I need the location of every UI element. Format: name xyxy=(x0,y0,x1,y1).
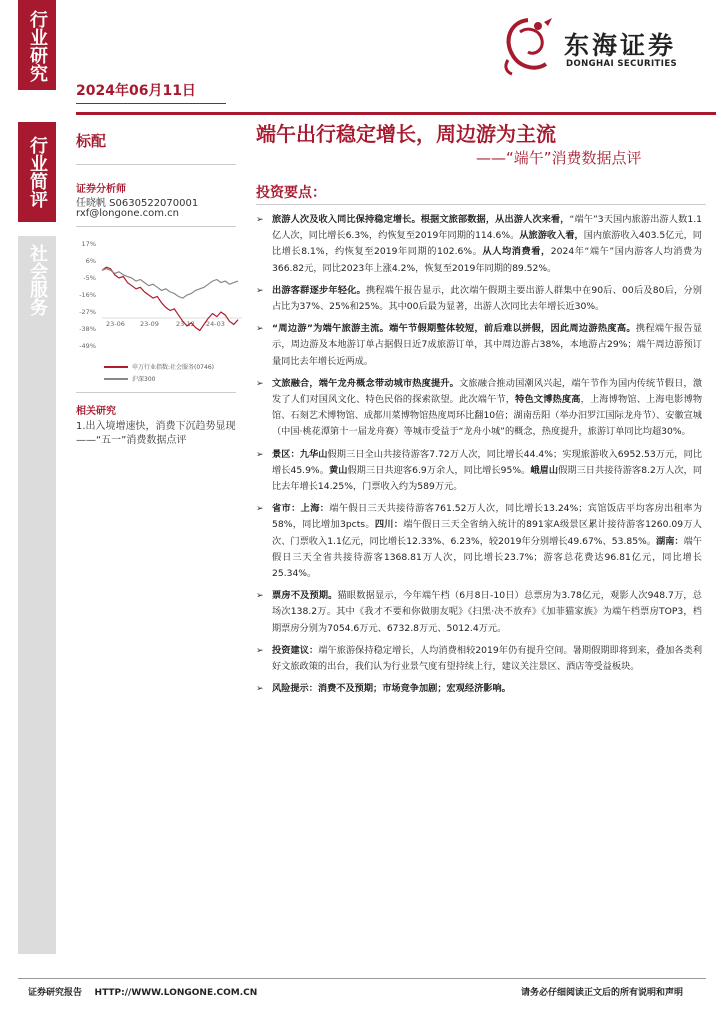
key-point-text: 猫眼数据显示，今年端午档（6月8日-10日）总票房为3.78亿元，观影人次948.7万，总场次138.2万。其中《我才不要和你做朋友呢》《扫黑·决不放弃》《加菲猫家族》为端午档票房TOP3，档期票房分别为7054.6万元、6732.8万元、5012.4万元。 xyxy=(272,590,702,634)
key-point-bold-text: 票房不及预期。 xyxy=(272,590,338,602)
chart-divider xyxy=(76,392,236,393)
bullet-arrow-icon: ➢ xyxy=(256,645,264,656)
key-point-text: 端午旅游保持稳定增长，人均消费相较2019年仍有提升空间。暑期假期即将到来，叠加各类利好文旅政策的出台，我们认为行业景气度有望持续上行，建议关注景区、酒店等受益板块。 xyxy=(272,644,703,673)
key-point-text: 携程端午报告显示，此次端午假期主要出游人群集中在90后、00后及80后，分别占比为37%、25%和25%。其中00后最为显著，出游人次同比去年增长近30%。 xyxy=(272,284,702,313)
key-point-text: 国内旅游收入403.5亿元，同比增长8.1%，约恢复至2019年同期的102.6%。 xyxy=(272,230,702,258)
bullet-arrow-icon: ➢ xyxy=(256,449,264,460)
related-research-item-sub[interactable]: ——“五一”消费数据点评 xyxy=(76,435,187,446)
category-tag-text: 行业研究 xyxy=(27,10,48,82)
category-tag-brief xyxy=(18,122,56,222)
bullet-arrow-icon: ➢ xyxy=(256,215,264,225)
y-tick-label: -49% xyxy=(79,342,96,350)
y-tick-label: -27% xyxy=(79,308,96,316)
legend-label: 申万行业指数:社会服务(0746) xyxy=(132,364,214,371)
footer-disclaimer: 请务必仔细阅读正文后的所有说明和声明 xyxy=(521,988,684,998)
footer-left-text: 证券研究报告 HTTP://WWW.LONGONE.COM.CN xyxy=(28,988,258,998)
category-tag-industry-research xyxy=(18,0,56,90)
key-point-item xyxy=(256,643,702,675)
key-points-divider xyxy=(256,204,706,205)
legend-swatch xyxy=(104,366,128,368)
bullet-arrow-icon: ➢ xyxy=(256,504,264,515)
key-point-bold-text: 峨眉山 xyxy=(530,464,559,476)
key-point-bold-text: 省市：上海： xyxy=(272,503,330,515)
legend-item xyxy=(104,374,214,383)
y-tick-label: -16% xyxy=(79,291,96,299)
report-title: 端午出行稳定增长，周边游为主流 xyxy=(256,122,556,146)
key-point-text: 端午假日三天全省共接待游客1368.81万人次，同比增长23.7%；游客总花费达96.81亿元，同比增长25.34%。 xyxy=(272,535,702,580)
x-tick-label: 24-03 xyxy=(206,320,225,328)
key-point-bold-text: 风险提示：消费不及预期；市场竞争加剧；宏观经济影响。 xyxy=(272,683,511,695)
dragon-logo-icon xyxy=(498,14,558,78)
key-points-heading: 投资要点： xyxy=(256,185,326,201)
sector-sidebar xyxy=(18,236,56,954)
date-underline xyxy=(76,103,226,104)
key-point-item xyxy=(256,447,702,496)
key-point-item xyxy=(256,321,702,370)
analyst-heading: 证券分析师 xyxy=(76,184,126,195)
header-rule xyxy=(76,112,716,115)
key-point-text: 假期三日共接待游客8.2万人次，同比去年增长14.25%，门票收入约为589万元。 xyxy=(272,464,703,493)
rating-divider xyxy=(76,164,236,165)
report-date: 2024年06月11日 xyxy=(76,83,196,99)
key-point-text: ，上海博物馆、上海电影博物馆、石刻艺术博物馆、成都川菜博物馆热度周环比翻10倍；湖南岳阳（举办汨罗江国际龙舟节）、安徽宣城（中国·桃花潭第十一届龙舟赛）等城市受益于“龙舟小城”的概念，热度提升，旅游订单同比均超30%。 xyxy=(272,394,703,438)
key-point-bold-text: 文旅融合，端午龙舟概念带动城市热度提升。 xyxy=(272,377,460,389)
x-tick-label: 23-09 xyxy=(140,320,159,328)
key-point-bold-text: 景区：九华山 xyxy=(272,448,328,460)
y-tick-label: 17% xyxy=(81,240,96,248)
key-point-text: 文旅融合推动国潮风兴起，端午节作为国内传统节假日，激发了人们对国风文化、特色民俗的探索欲望。此次端午节， xyxy=(272,377,703,406)
legend-item xyxy=(104,362,214,371)
report-subtitle: ——“端午”消费数据点评 xyxy=(476,149,642,167)
key-point-item xyxy=(256,376,702,441)
related-research-heading: 相关研究 xyxy=(76,406,116,417)
key-point-item xyxy=(256,588,702,637)
analyst-divider xyxy=(76,226,236,227)
key-point-text: 端午假日三天共接待游客761.52万人次，同比增长13.24%；宾馆饭店平均客房出租率为58%，同比增加3pcts。 xyxy=(272,503,703,531)
bullet-arrow-icon: ➢ xyxy=(256,378,264,389)
bullet-arrow-icon: ➢ xyxy=(256,591,264,602)
company-logo-text: 东海证券 xyxy=(564,31,677,60)
legend-swatch xyxy=(104,378,128,380)
y-tick-label: -5% xyxy=(83,274,96,282)
rating-label: 标配 xyxy=(76,132,107,150)
key-point-text: 假期三日全山共接待游客7.72万人次，同比增长44.4%；实现旅游收入6952.53万元，同比增长45.9%。 xyxy=(272,448,703,476)
x-tick-label: 23-06 xyxy=(106,320,125,328)
key-point-item xyxy=(256,501,702,582)
key-point-item xyxy=(256,283,702,315)
key-point-bold-text: 黄山 xyxy=(328,464,348,476)
key-point-item xyxy=(256,681,702,697)
related-research-item[interactable]: 1.出入境增速快，消费下沉趋势显现 xyxy=(76,421,236,432)
key-point-text: “端午”3天国内旅游出游人数1.1亿人次，同比增长6.3%，约恢复至2019年同期的114.6%。 xyxy=(272,214,703,242)
key-points-list xyxy=(256,212,702,703)
key-point-item xyxy=(256,212,702,277)
x-tick-label: 23-12 xyxy=(176,320,195,328)
key-point-bold-text: 投资建议： xyxy=(272,644,319,656)
key-point-bold-text: 从人均消费看， xyxy=(482,246,551,258)
y-tick-label: -38% xyxy=(79,325,96,333)
company-logo-subtext: DONGHAI SECURITIES xyxy=(566,59,678,69)
key-point-bold-text: 出游客群逐步年轻化。 xyxy=(272,284,366,296)
key-point-bold-text: 从旅游收入看， xyxy=(519,230,584,242)
bullet-arrow-icon: ➢ xyxy=(256,285,264,296)
key-point-bold-text: 旅游人次及收入同比保持稳定增长。根据文旅部数据，从出游人次来看， xyxy=(272,214,570,225)
key-point-text: 2024年“端午”国内游客人均消费为366.82元，同比2023年上涨4.2%，恢复至2019年同期的89.52%。 xyxy=(272,246,703,274)
series-line-csi300 xyxy=(102,269,238,298)
bullet-arrow-icon: ➢ xyxy=(256,324,264,335)
bullet-arrow-icon: ➢ xyxy=(256,684,264,695)
analyst-email[interactable]: rxf@longone.com.cn xyxy=(76,208,180,219)
key-point-text: 假期三日共迎客6.9万余人，同比增长95%。 xyxy=(347,464,531,476)
sector-text: 社会服务 xyxy=(27,244,48,316)
legend-label: 沪深300 xyxy=(132,376,156,383)
category-tag-text: 行业简评 xyxy=(27,136,48,208)
key-point-text: 端午假日三天全省纳入统计的891家A级景区累计接待游客1260.09万人次、门票收入1.1亿元，同比增长12.33%、6.23%，较2019年分别增长49.67%、53.85%。 xyxy=(272,519,702,547)
key-point-text: 携程端午报告显示，周边游及本地游订单占据假日近7成旅游订单，其中周边游占38%，本地游占29%；端午周边游预订量同比去年增长近两成。 xyxy=(272,323,703,367)
key-point-bold-text: 湖南： xyxy=(656,535,684,547)
footer-rule xyxy=(18,978,706,979)
key-point-bold-text: 特色文博热度高 xyxy=(515,394,581,406)
chart-legend xyxy=(104,362,214,383)
key-point-bold-text: 四川： xyxy=(374,519,404,531)
y-tick-label: 6% xyxy=(85,257,96,265)
analyst-name: 任晓帆 S0630522070001 xyxy=(76,198,199,209)
key-point-bold-text: “周边游”为端午旅游主流。端午节假期整体较短，前后难以拼假，因此周边游热度高。 xyxy=(272,323,636,335)
